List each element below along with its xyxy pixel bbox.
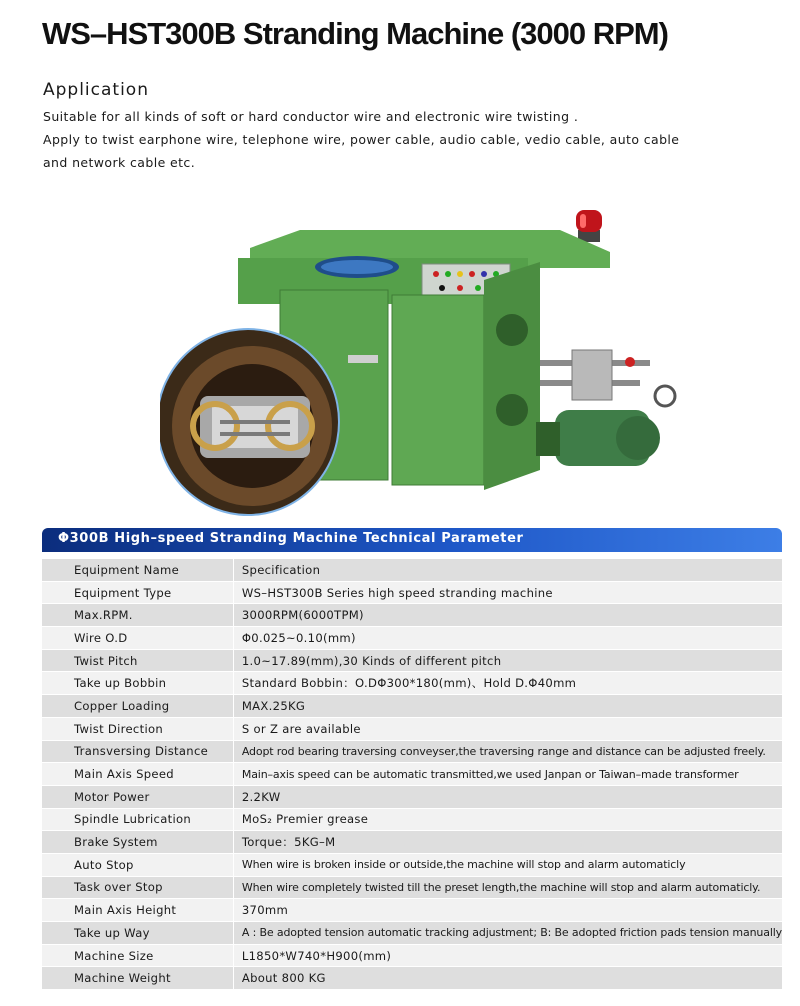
parameter-value: About 800 KG [233, 967, 782, 989]
parameter-row [42, 650, 782, 672]
parameter-row [42, 831, 782, 853]
parameter-value: Torque：5KG–M [233, 831, 782, 853]
parameter-label: Twist Direction [42, 718, 233, 740]
parameter-row [42, 582, 782, 604]
parameter-label: Max.RPM. [42, 604, 233, 626]
parameter-value: WS–HST300B Series high speed stranding machine [233, 582, 782, 604]
parameter-label: Task over Stop [42, 877, 233, 899]
parameter-row [42, 695, 782, 717]
parameter-row [42, 877, 782, 899]
parameter-value: Adopt rod bearing traversing conveyser,the traversing range and distance can be adjusted freely. [233, 741, 782, 763]
parameter-value: Φ0.025~0.10(mm) [233, 627, 782, 649]
parameter-value: 2.2KW [233, 786, 782, 808]
parameter-label: Equipment Name [42, 559, 233, 581]
parameter-value: When wire is broken inside or outside,the machine will stop and alarm automaticly [233, 854, 782, 876]
parameter-row [42, 786, 782, 808]
parameter-value: 1.0~17.89(mm),30 Kinds of different pitch [233, 650, 782, 672]
parameter-value: Specification [233, 559, 782, 581]
parameter-label: Machine Size [42, 945, 233, 967]
parameter-row [42, 809, 782, 831]
parameter-label: Machine Weight [42, 967, 233, 989]
parameter-value: When wire completely twisted till the preset length,the machine will stop and alarm automaticly. [233, 877, 782, 899]
machine-photo [160, 200, 700, 520]
parameter-label: Twist Pitch [42, 650, 233, 672]
parameter-table-header [42, 528, 782, 552]
parameter-row [42, 945, 782, 967]
parameter-row [42, 899, 782, 921]
parameter-value: MAX.25KG [233, 695, 782, 717]
parameter-row [42, 604, 782, 626]
page-title: WS–HST300B Stranding Machine (3000 RPM) [42, 16, 668, 51]
parameter-value: Main–axis speed can be automatic transmitted,we used Janpan or Taiwan–made transformer [233, 763, 782, 785]
application-line-1: Suitable for all kinds of soft or hard conductor wire and electronic wire twisting . [43, 109, 579, 124]
parameter-row [42, 741, 782, 763]
parameter-value: 370mm [233, 899, 782, 921]
parameter-row [42, 854, 782, 876]
application-line-2: Apply to twist earphone wire, telephone wire, power cable, audio cable, vedio cable, auto cable [43, 132, 680, 147]
parameter-value: A : Be adopted tension automatic tracking adjustment; B: Be adopted friction pads tension manually [233, 922, 782, 944]
parameter-label: Auto Stop [42, 854, 233, 876]
parameter-label: Transversing Distance [42, 741, 233, 763]
parameter-table [42, 558, 782, 990]
parameter-label: Equipment Type [42, 582, 233, 604]
parameter-table-body [42, 559, 782, 989]
parameter-value: L1850*W740*H900(mm) [233, 945, 782, 967]
parameter-label: Copper Loading [42, 695, 233, 717]
parameter-row [42, 967, 782, 989]
parameter-value: S or Z are available [233, 718, 782, 740]
parameter-value: Standard Bobbin：O.DΦ300*180(mm)、Hold D.Φ40mm [233, 672, 782, 694]
parameter-label: Main Axis Speed [42, 763, 233, 785]
parameter-label: Take up Way [42, 922, 233, 944]
application-heading: Application [43, 80, 149, 100]
application-line-3: and network cable etc. [43, 155, 196, 170]
parameter-value: 3000RPM(6000TPM) [233, 604, 782, 626]
parameter-row [42, 763, 782, 785]
parameter-row [42, 627, 782, 649]
parameter-label: Motor Power [42, 786, 233, 808]
parameter-row [42, 559, 782, 581]
parameter-label: Main Axis Height [42, 899, 233, 921]
parameter-table-title: Φ300B High–speed Stranding Machine Technical Parameter [58, 531, 524, 546]
parameter-label: Brake System [42, 831, 233, 853]
warning-light [576, 210, 602, 242]
parameter-label: Spindle Lubrication [42, 809, 233, 831]
parameter-label: Wire O.D [42, 627, 233, 649]
parameter-label: Take up Bobbin [42, 672, 233, 694]
parameter-row [42, 922, 782, 944]
parameter-row [42, 718, 782, 740]
parameter-row [42, 672, 782, 694]
parameter-value: MoS₂ Premier grease [233, 809, 782, 831]
